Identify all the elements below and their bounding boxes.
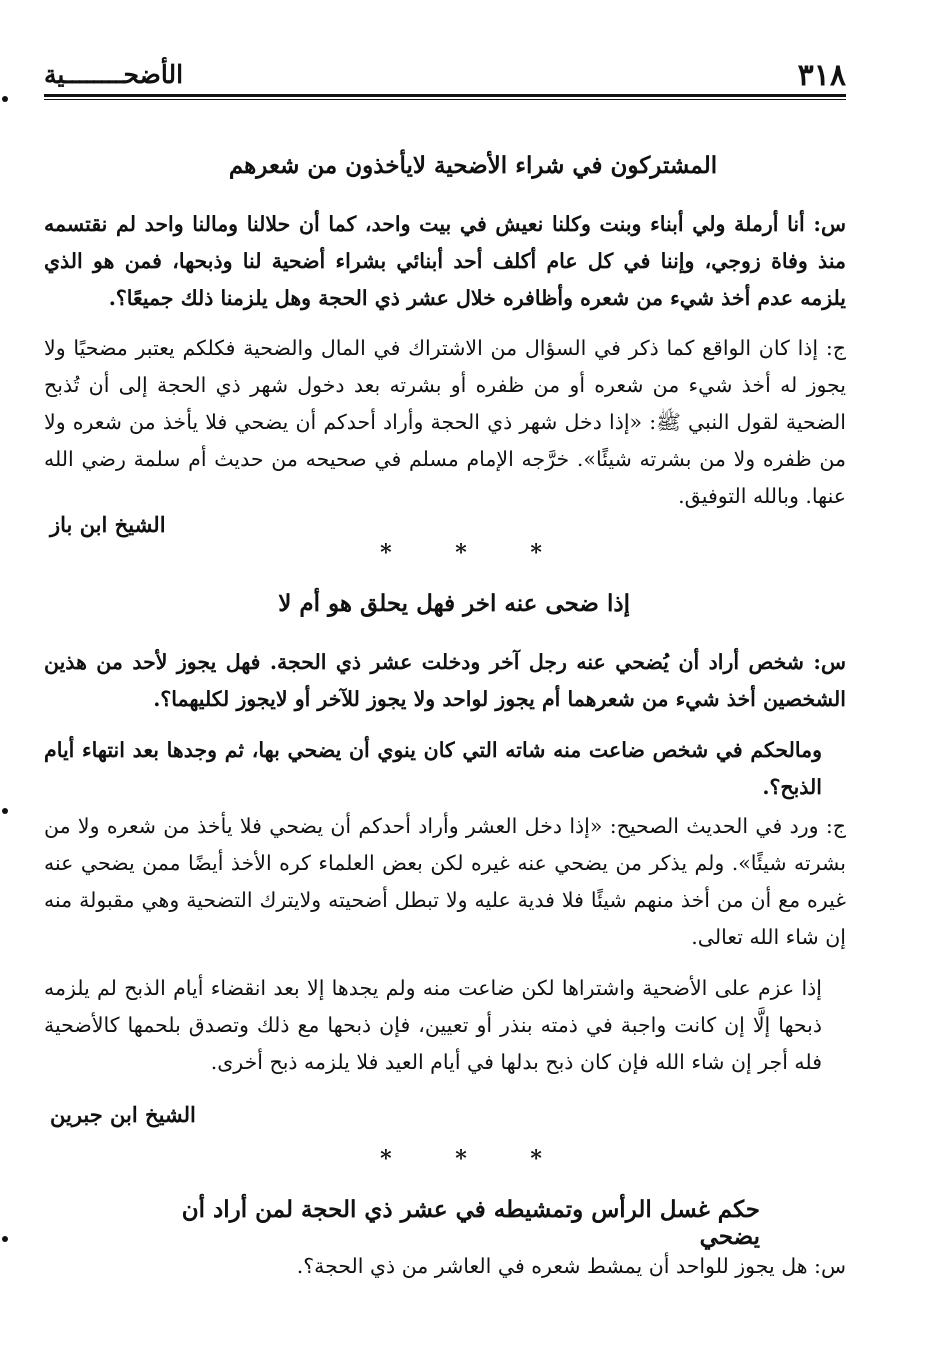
running-title: الأضحــــــــية [44, 60, 184, 89]
page-header [44, 58, 846, 92]
section1-question: س: أنا أرملة ولي أبناء وبنت وكلنا نعيش في بيت واحد، كما أن حلالنا ومالنا واحد لم نقتسمه منذ وفاة زوجي، وإننا في كل عام أكلف أحد أبنائي بشراء أضحية لنا وذبحها، فمن هو الذي يلزمه عدم أخذ شيء من شعره وأظافره خلال عشر ذي الحجة وهل يلزمنا ذلك جميعًا؟. [44, 212, 846, 310]
section1-title: المشتركون في شراء الأضحية لايأخذون من شعرهم [228, 152, 718, 179]
header-rule-thick [44, 94, 846, 97]
section3-title: حكم غسل الرأس وتمشيطه في عشر ذي الحجة لمن أراد أن يضحي [181, 1196, 760, 1250]
margin-mark [2, 808, 8, 814]
separator-1: * * * [380, 540, 570, 566]
separator-2: * * * [380, 1146, 570, 1172]
section2-question2: ومالحكم في شخص ضاعت منه شاته التي كان ينوي أن يضحي بها، ثم وجدها بعد انتهاء أيام الذبح؟. [44, 738, 822, 799]
section2-answer2: إذا عزم على الأضحية واشتراها لكن ضاعت منه ولم يجدها إلا بعد انقضاء أيام الذبح لم يلزمه ذبحها إلَّا إن كانت واجبة في ذمته بنذر أو تعيين، فإن ذبحها مع ذلك وتصدق بلحمها كالأضحية فله أجر إن شاء الله فإن كان ذبح بدلها في أيام العيد فلا يلزمه ذبح أخرى. [44, 976, 822, 1074]
section1-signature: الشيخ ابن باز [50, 512, 166, 537]
page-number: ٣١٨ [797, 58, 846, 93]
section2-answer: ج: ورد في الحديث الصحيح: «إذا دخل العشر وأراد أحدكم أن يضحي فلا يأخذ من شعره ولا من بشرته شيئًا». ولم يذكر من يضحي عنه غيره لكن بعض العلماء كره الأخذ أيضًا ممن يضحي عنه غيره مع أن من أخذ منهم شيئًا فلا فدية عليه ولا تبطل أضحيته ولايترك التضحية وهي مقبولة منه إن شاء الله تعالى. [44, 814, 846, 949]
section3-question: س: هل يجوز للواحد أن يمشط شعره في العاشر من ذي الحجة؟. [296, 1254, 846, 1278]
margin-mark [2, 96, 8, 102]
section2-title: إذا ضحى عنه اخر فهل يحلق هو أم لا [278, 590, 630, 617]
header-rule-thin [44, 99, 846, 100]
section1-answer: ج: إذا كان الواقع كما ذكر في السؤال من الاشتراك في المال والضحية فكلكم يعتبر مضحيًا ولا يجوز له أخذ شيء من شعره أو من ظفره أو بشرته بعد دخول شهر ذي الحجة إلى أن تُذبح الضحية لقول النبي ﷺ: «إذا دخل شهر ذي الحجة وأراد أحدكم أن يضحي فلا يأخذ من شعره ولا من ظفره ولا من بشرته شيئًا». خرَّجه الإمام مسلم في صحيحه من حديث أم سلمة رضي الله عنها. وبالله التوفيق. [44, 336, 846, 508]
section2-question: س: شخص أراد أن يُضحي عنه رجل آخر ودخلت عشر ذي الحجة. فهل يجوز لأحد من هذين الشخصين أخذ شيء من شعرهما أم يجوز لواحد ولا يجوز للآخر أو لايجوز لكليهما؟. [44, 650, 846, 711]
margin-mark [2, 1236, 8, 1242]
section2-signature: الشيخ ابن جبرين [50, 1102, 196, 1127]
